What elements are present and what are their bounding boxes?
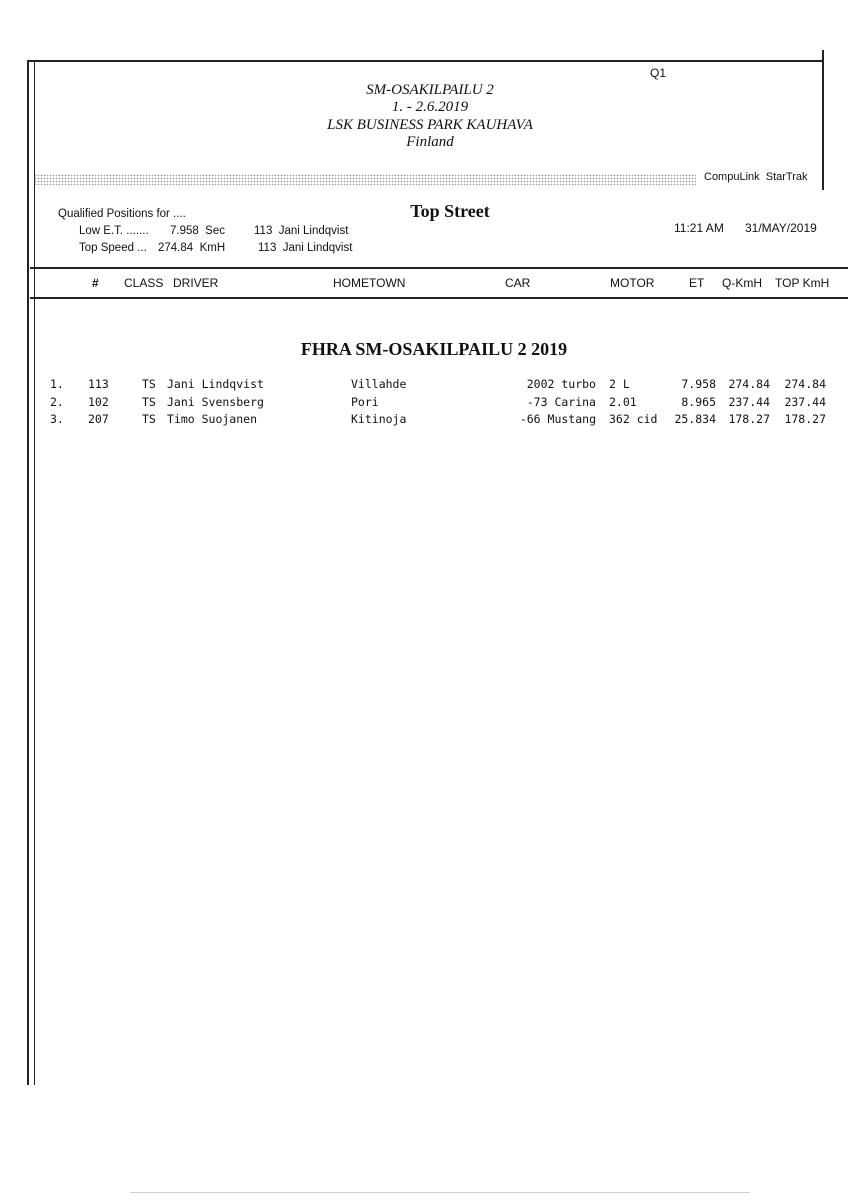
report-time: 11:21 AM [674,221,724,235]
col-header-et: ET [689,276,705,290]
row-number: 113 [88,377,109,391]
event-dates: 1. - 2.6.2019 [391,99,469,115]
row-class: TS [142,412,156,426]
col-header-motor: MOTOR [610,276,655,290]
col-header-qkmh: Q-KmH [722,276,762,290]
col-header-num: # [92,276,99,290]
row-et: 7.958 [681,377,716,391]
column-header-top-line [30,267,848,269]
row-hometown: Villahde [351,377,407,391]
row-driver: Jani Lindqvist [167,377,264,391]
right-border-line [822,50,824,190]
column-header-bottom-line [30,297,848,299]
page-marker: Q1 [650,66,667,80]
dotted-separator [34,174,696,185]
row-car: -73 Carina [526,395,596,409]
class-title: Top Street [410,201,490,221]
row-topkmh: 178.27 [784,412,826,426]
report-date: 31/MAY/2019 [745,221,817,235]
low-et-value: 7.958 Sec [170,225,225,237]
col-header-hometown: HOMETOWN [333,276,406,290]
col-header-car: CAR [505,276,531,290]
row-et: 25.834 [674,412,716,426]
table-row [0,395,848,412]
row-driver: Timo Suojanen [167,412,258,426]
row-qkmh: 237.44 [728,395,770,409]
qualified-heading: Qualified Positions for .... [58,208,186,220]
row-motor: 362 cid [609,412,658,426]
col-header-class: CLASS [124,276,164,290]
bottom-scan-mark [130,1192,750,1193]
table-row [0,377,848,394]
row-number: 102 [88,395,109,409]
left-border-outer [27,60,29,1085]
col-header-topkmh: TOP KmH [775,276,830,290]
row-class: TS [142,377,156,391]
row-motor: 2 L [609,377,630,391]
row-car: -66 Mustang [519,412,596,426]
event-country: Finland [406,134,454,150]
top-speed-driver: 113 Jani Lindqvist [258,242,353,254]
left-border-inner [34,60,35,1085]
top-speed-label: Top Speed ... [79,242,147,254]
row-qkmh: 178.27 [728,412,770,426]
low-et-driver: 113 Jani Lindqvist [254,225,349,237]
row-hometown: Kitinoja [351,412,407,426]
row-class: TS [142,395,156,409]
row-position: 2. [50,395,64,409]
low-et-label: Low E.T. ....... [79,225,149,237]
event-title: SM-OSAKILPAILU 2 [366,82,494,98]
row-car: 2002 turbo [526,377,596,391]
row-topkmh: 274.84 [784,377,826,391]
row-driver: Jani Svensberg [167,395,264,409]
row-hometown: Pori [351,395,379,409]
row-number: 207 [88,412,109,426]
row-motor: 2.01 [609,395,637,409]
row-et: 8.965 [681,395,716,409]
top-border-line [27,60,823,62]
event-venue: LSK BUSINESS PARK KAUHAVA [327,117,533,133]
system-label: CompuLink StarTrak [704,171,808,183]
row-qkmh: 274.84 [728,377,770,391]
row-topkmh: 237.44 [784,395,826,409]
row-position: 3. [50,412,64,426]
top-speed-value: 274.84 KmH [158,242,226,254]
col-header-driver: DRIVER [173,276,219,290]
results-title: FHRA SM-OSAKILPAILU 2 2019 [300,339,568,359]
table-row [0,412,848,429]
row-position: 1. [50,377,64,391]
